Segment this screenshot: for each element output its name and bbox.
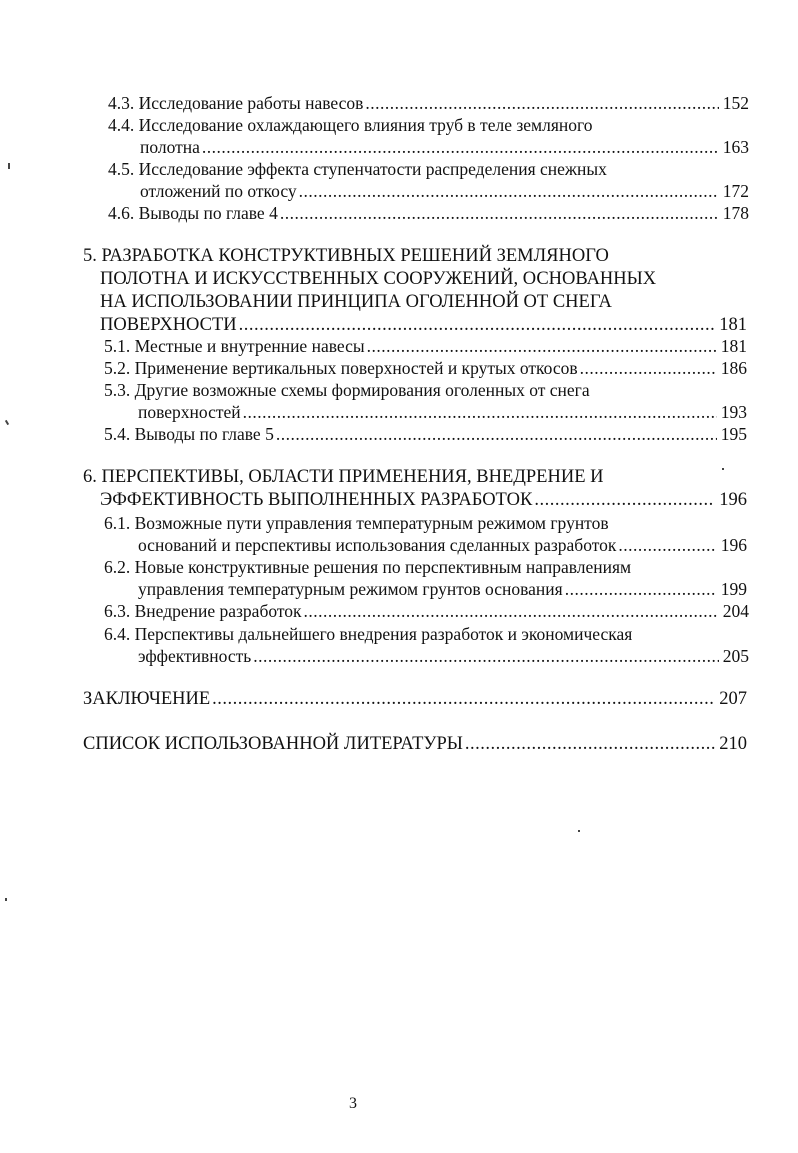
toc-entry-label-cont: управления температурным режимом грунтов основания — [138, 579, 563, 599]
toc-page-number: 172 — [722, 181, 749, 201]
leader-dots — [239, 314, 716, 337]
chapter-title-line: 5. РАЗРАБОТКА КОНСТРУКТИВНЫХ РЕШЕНИЙ ЗЕМЛЯНОГО — [83, 246, 609, 266]
leader-dots — [253, 645, 719, 667]
leader-dots — [465, 733, 715, 756]
leader-dots — [618, 534, 716, 556]
toc-chapter-6[interactable] — [83, 466, 747, 512]
toc-entry-label: СПИСОК ИСПОЛЬЗОВАННОЙ ЛИТЕРАТУРЫ — [83, 734, 463, 754]
leader-dots — [534, 489, 715, 512]
toc-entry-label: 5.4. Выводы по главе 5 — [104, 424, 274, 444]
leader-dots — [243, 401, 717, 423]
toc-page-number: 196 — [720, 535, 747, 555]
leader-dots — [304, 600, 719, 622]
toc-entry-label: 5.3. Другие возможные схемы формирования оголенных от снега — [104, 380, 590, 400]
toc-entry-6-4[interactable] — [104, 623, 749, 667]
toc-page-number: 210 — [719, 734, 747, 754]
page-number: 3 — [349, 1095, 357, 1112]
toc-entry-label-cont: эффективность — [138, 646, 252, 666]
toc-page-number: 163 — [722, 137, 749, 157]
toc-entry-label-cont: оснований и перспективы использования сделанных разработок — [138, 535, 617, 555]
toc-entry-label: 4.3. Исследование работы навесов — [108, 93, 364, 113]
toc-page-number: 181 — [720, 336, 747, 356]
chapter-title-line: НА ИСПОЛЬЗОВАНИИ ПРИНЦИПА ОГОЛЕННОЙ ОТ СНЕГА — [100, 292, 612, 312]
chapter-title-line: ЭФФЕКТИВНОСТЬ ВЫПОЛНЕННЫХ РАЗРАБОТОК — [100, 490, 533, 510]
toc-entry-4-6[interactable] — [108, 202, 749, 224]
leader-dots — [276, 423, 717, 445]
leader-dots — [212, 688, 715, 711]
toc-entry-4-3[interactable] — [108, 92, 749, 114]
leader-dots — [365, 92, 718, 114]
toc-entry-6-2[interactable] — [104, 556, 747, 600]
toc-entry-4-4[interactable] — [108, 114, 749, 158]
toc-entry-6-3[interactable] — [104, 600, 749, 622]
toc-entry-label: ЗАКЛЮЧЕНИЕ — [83, 689, 211, 709]
toc-page-number: 152 — [722, 93, 749, 113]
toc-entry-label-cont: полотна — [140, 137, 200, 157]
leader-dots — [280, 202, 719, 224]
toc-page-number: 178 — [722, 203, 749, 223]
toc-page-number: 196 — [719, 490, 747, 510]
toc-entry-4-5[interactable] — [108, 158, 749, 202]
toc-entry-label: 4.6. Выводы по главе 4 — [108, 203, 278, 223]
toc-entry-label: 4.5. Исследование эффекта ступенчатости распределения снежных — [108, 159, 607, 179]
chapter-title-line: 6. ПЕРСПЕКТИВЫ, ОБЛАСТИ ПРИМЕНЕНИЯ, ВНЕДРЕНИЕ И — [83, 467, 604, 487]
toc-conclusion[interactable] — [83, 688, 747, 711]
chapter-title-line: ПОЛОТНА И ИСКУССТВЕННЫХ СООРУЖЕНИЙ, ОСНОВАННЫХ — [100, 269, 657, 289]
toc-page-number: 195 — [720, 424, 747, 444]
toc-entry-label: 4.4. Исследование охлаждающего влияния труб в теле земляного — [108, 115, 593, 135]
toc-page-number: 199 — [720, 579, 747, 599]
toc-entry-label-cont: поверхностей — [138, 402, 241, 422]
toc-entry-5-4[interactable] — [104, 423, 747, 445]
toc-entry-label: 6.1. Возможные пути управления температурным режимом грунтов — [104, 513, 609, 533]
toc-entry-label-cont: отложений по откосу — [140, 181, 297, 201]
toc-entry-label: 6.2. Новые конструктивные решения по перспективным направлениям — [104, 557, 632, 577]
toc-page-number: 186 — [720, 358, 747, 378]
toc-page-number: 207 — [719, 689, 747, 709]
toc-entry-label: 6.3. Внедрение разработок — [104, 601, 302, 621]
toc-entry-label: 5.1. Местные и внутренние навесы — [104, 336, 365, 356]
leader-dots — [299, 180, 719, 202]
toc-entry-6-1[interactable] — [104, 512, 747, 556]
toc-entry-label: 5.2. Применение вертикальных поверхностей и крутых откосов — [104, 358, 578, 378]
leader-dots — [367, 335, 717, 357]
toc-entry-5-2[interactable] — [104, 357, 747, 379]
leader-dots — [565, 578, 717, 600]
toc-entry-5-1[interactable] — [104, 335, 747, 357]
toc-page-number: 204 — [722, 601, 749, 621]
chapter-title-line: ПОВЕРХНОСТИ — [100, 315, 237, 335]
toc-page-number: 193 — [720, 402, 747, 422]
toc-entry-label: 6.4. Перспективы дальнейшего внедрения разработок и экономическая — [104, 624, 633, 644]
leader-dots — [580, 357, 717, 379]
toc-entry-5-3[interactable] — [104, 379, 747, 423]
leader-dots — [202, 136, 719, 158]
toc-page-number: 205 — [722, 646, 749, 666]
toc-page-number: 181 — [719, 315, 747, 335]
toc-chapter-5[interactable] — [83, 245, 747, 337]
toc-references[interactable] — [83, 733, 747, 756]
